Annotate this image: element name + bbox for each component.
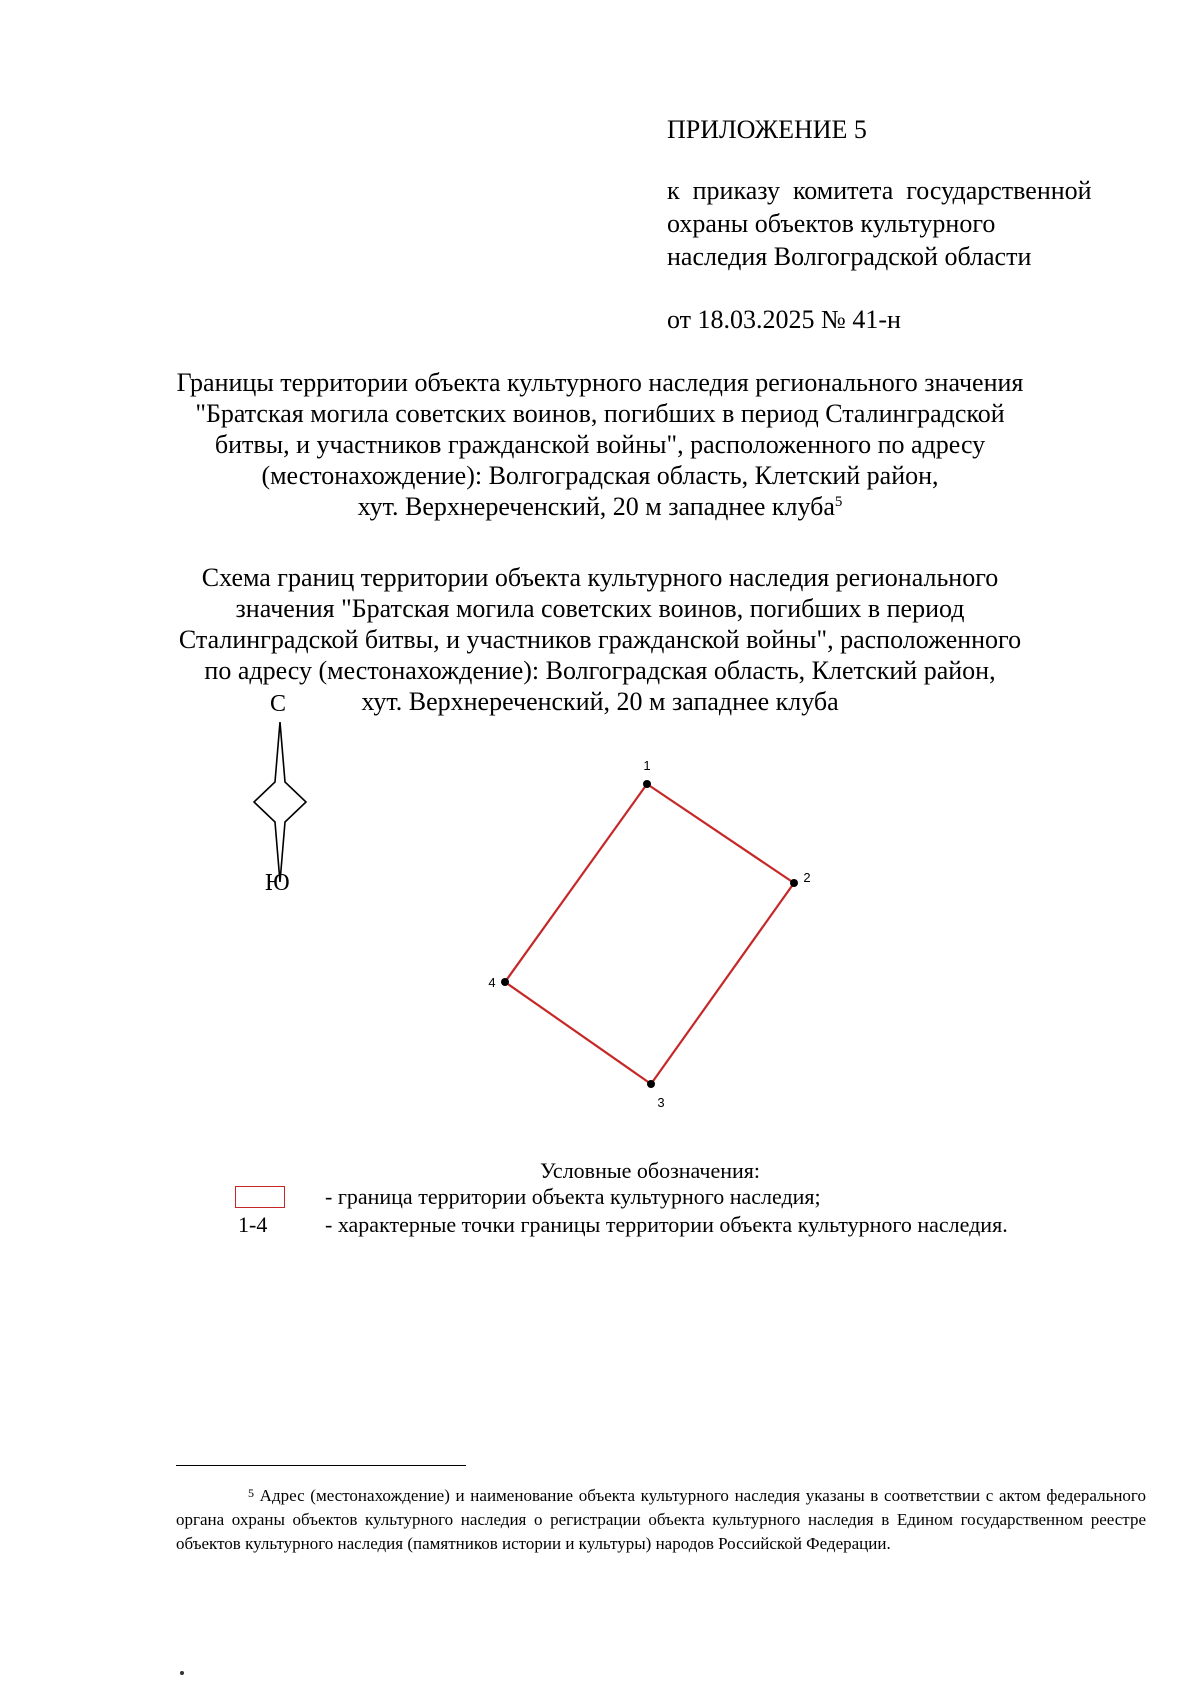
boundary-point-4 <box>488 975 509 990</box>
point-label: 3 <box>657 1095 665 1110</box>
point-marker <box>501 978 509 986</box>
footnote-mark: 5 <box>248 1486 254 1500</box>
legend-points-desc: - характерные точки границы территории объекта культурного наследия. <box>325 1212 1008 1237</box>
scheme-title-line: Сталинградской битвы, и участников гражданской войны", расположенного <box>178 625 1022 654</box>
legend-title: Условные обозначения: <box>540 1158 761 1183</box>
order-reference-line-1: к приказу комитета государственной <box>667 176 1092 205</box>
legend-points-symbol: 1-4 <box>238 1212 268 1237</box>
footnote-text: Адрес (местонахождение) и наименование объекта культурного наследия указаны в соответствии с актом федерального органа охраны объектов культурного наследия о регистрации объекта культурного наследия в Едином государственном реестре объектов культурного наследия (памятников истории и культуры) народов Российской Федерации. <box>176 1486 1146 1553</box>
compass-north-label: С <box>270 691 287 717</box>
point-label: 2 <box>803 870 811 885</box>
footnote-separator <box>176 1465 466 1466</box>
legend-boundary-desc: - граница территории объекта культурного наследия; <box>325 1184 821 1209</box>
scan-speck <box>180 1671 184 1675</box>
order-reference-line-3: наследия Волгоградской области <box>667 242 1032 271</box>
boundary-polygon <box>505 784 794 1084</box>
boundary-point-3 <box>647 1080 665 1110</box>
point-label: 4 <box>488 975 496 990</box>
point-marker <box>790 879 798 887</box>
scheme-title-line: значения "Братская могила советских воинов, погибших в период <box>235 594 965 623</box>
footnote <box>176 1484 1146 1556</box>
boundary-point-1 <box>643 758 651 788</box>
point-marker <box>643 780 651 788</box>
title-line: хут. Верхнереченский, 20 м западнее клуба <box>357 492 835 521</box>
title-line: (местонахождение): Волгоградская область, Клетский район, <box>261 461 939 490</box>
title-line: битвы, и участников гражданской войны", расположенного по адресу <box>214 430 986 459</box>
compass-south-label: Ю <box>265 870 290 896</box>
scheme-title-line: по адресу (местонахождение): Волгоградская область, Клетский район, <box>204 656 996 685</box>
order-reference-line-2: охраны объектов культурного <box>667 209 996 238</box>
point-marker <box>647 1080 655 1088</box>
scheme-title-line: хут. Верхнереченский, 20 м западнее клуба <box>361 687 839 716</box>
appendix-label: ПРИЛОЖЕНИЕ 5 <box>667 115 867 144</box>
legend-boundary-swatch <box>235 1186 285 1208</box>
scheme-title-line: Схема границ территории объекта культурного наследия регионального <box>201 563 999 592</box>
boundary-point-2 <box>790 870 811 887</box>
order-date-number: от 18.03.2025 № 41-н <box>667 305 901 334</box>
point-label: 1 <box>643 758 651 773</box>
title-line: "Братская могила советских воинов, погибших в период Сталинградской <box>195 399 1005 428</box>
footnote-reference: 5 <box>834 494 843 510</box>
title-line: Границы территории объекта культурного наследия регионального значения <box>176 368 1024 397</box>
